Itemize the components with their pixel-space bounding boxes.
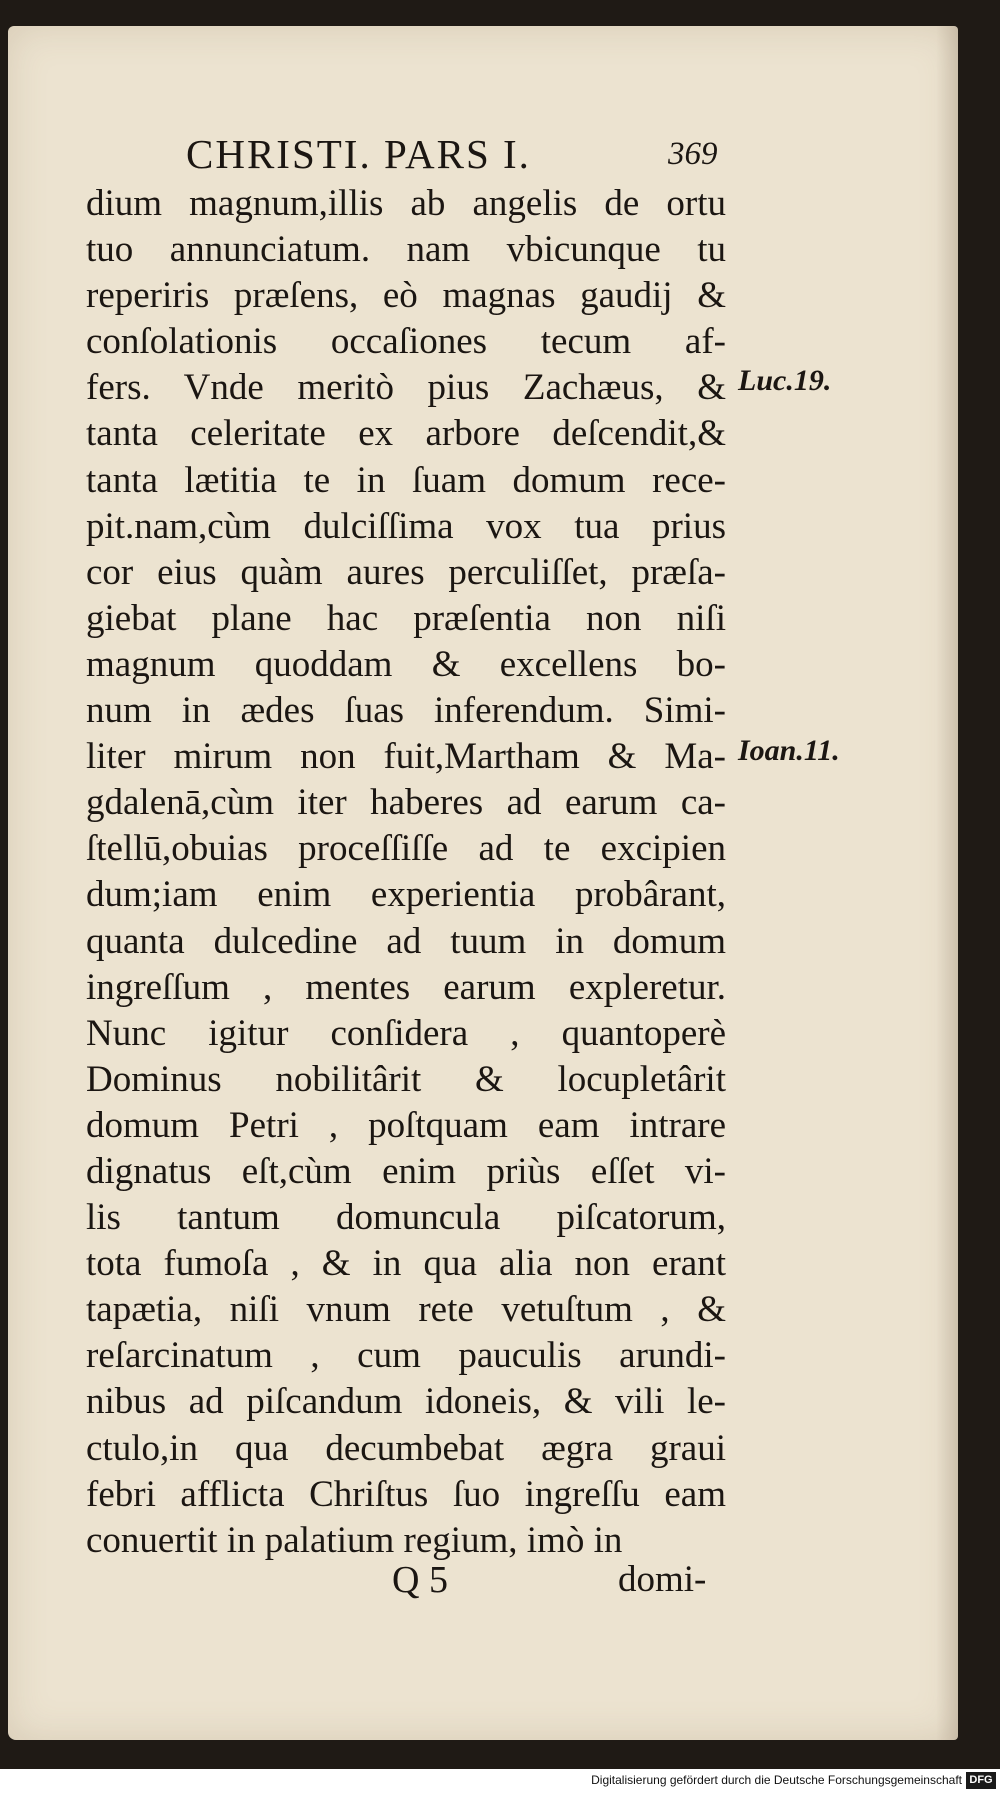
text-line: ingreſſum , mentes earum expleretur.	[86, 966, 726, 1008]
text-line: quanta dulcedine ad tuum in domum	[86, 920, 726, 962]
footer-bar	[0, 1769, 1000, 1793]
marginal-note-ioan: Ioan.11.	[738, 734, 840, 767]
page-number: 369	[668, 136, 718, 172]
text-line: lis tantum domuncula piſcatorum,	[86, 1197, 726, 1239]
text-line: domum Petri , poſtquam eam intrare	[86, 1104, 726, 1146]
text-line: cor eius quàm aures perculiſſet, præſa-	[86, 551, 726, 593]
text-line: pit.nam,cùm dulciſſima vox tua prius	[86, 505, 726, 547]
text-line: fers. Vnde meritò pius Zachæus, &	[86, 367, 726, 409]
page-edge-shadow	[936, 26, 958, 1740]
footer-credit: Digitalisierung gefördert durch die Deutsche Forschungsgemeinschaft	[591, 1773, 962, 1787]
text-line: dum;iam enim experientia probârant,	[86, 874, 726, 916]
running-head-title: CHRISTI. PARS I.	[186, 131, 531, 177]
text-line: dium magnum,illis ab angelis de ortu	[86, 183, 726, 224]
text-line: tapætia, niſi vnum rete vetuſtum , &	[86, 1289, 726, 1331]
signature-mark: Q 5	[392, 1559, 448, 1601]
text-line: nibus ad piſcandum idoneis, & vili le-	[86, 1381, 726, 1423]
text-line: Nunc igitur conſidera , quantoperè	[86, 1012, 726, 1054]
text-line: tanta lætitia te in ſuam domum rece-	[86, 459, 726, 501]
dfg-logo: DFG	[966, 1772, 996, 1789]
text-line: giebat plane hac præſentia non niſi	[86, 597, 726, 639]
body-text	[86, 181, 726, 1564]
text-line: ſtellū,obuias proceſſiſſe ad te excipien	[86, 828, 726, 870]
catchword: domi-	[618, 1559, 707, 1600]
text-line: num in ædes ſuas inferendum. Simi-	[86, 690, 726, 732]
text-line: gdalenā,cùm iter haberes ad earum ca-	[86, 782, 726, 824]
text-line: Dominus nobilitârit & locupletârit	[86, 1058, 726, 1100]
text-line: magnum quoddam & excellens bo-	[86, 643, 726, 685]
text-line: tuo annunciatum. nam vbicunque tu	[86, 229, 726, 271]
book-page	[8, 26, 958, 1740]
text-line: dignatus eſt,cùm enim priùs eſſet vi-	[86, 1150, 726, 1192]
text-line: liter mirum non fuit,Martham & Ma-	[86, 736, 726, 778]
marginal-note-luc: Luc.19.	[738, 364, 832, 397]
running-head	[178, 130, 738, 180]
text-line: tota fumoſa , & in qua alia non erant	[86, 1243, 726, 1285]
text-line: reſarcinatum , cum pauculis arundi-	[86, 1335, 726, 1377]
text-line: conuertit in palatium regium, imò in	[86, 1519, 623, 1561]
text-line: febri afflicta Chriſtus ſuo ingreſſu eam	[86, 1473, 726, 1515]
text-line: reperiris præſens, eò magnas gaudij &	[86, 275, 726, 317]
text-line: conſolationis occaſiones tecum af-	[86, 321, 726, 363]
text-line: ctulo,in qua decumbebat ægra graui	[86, 1427, 726, 1469]
text-line: tanta celeritate ex arbore deſcendit,&	[86, 413, 726, 455]
